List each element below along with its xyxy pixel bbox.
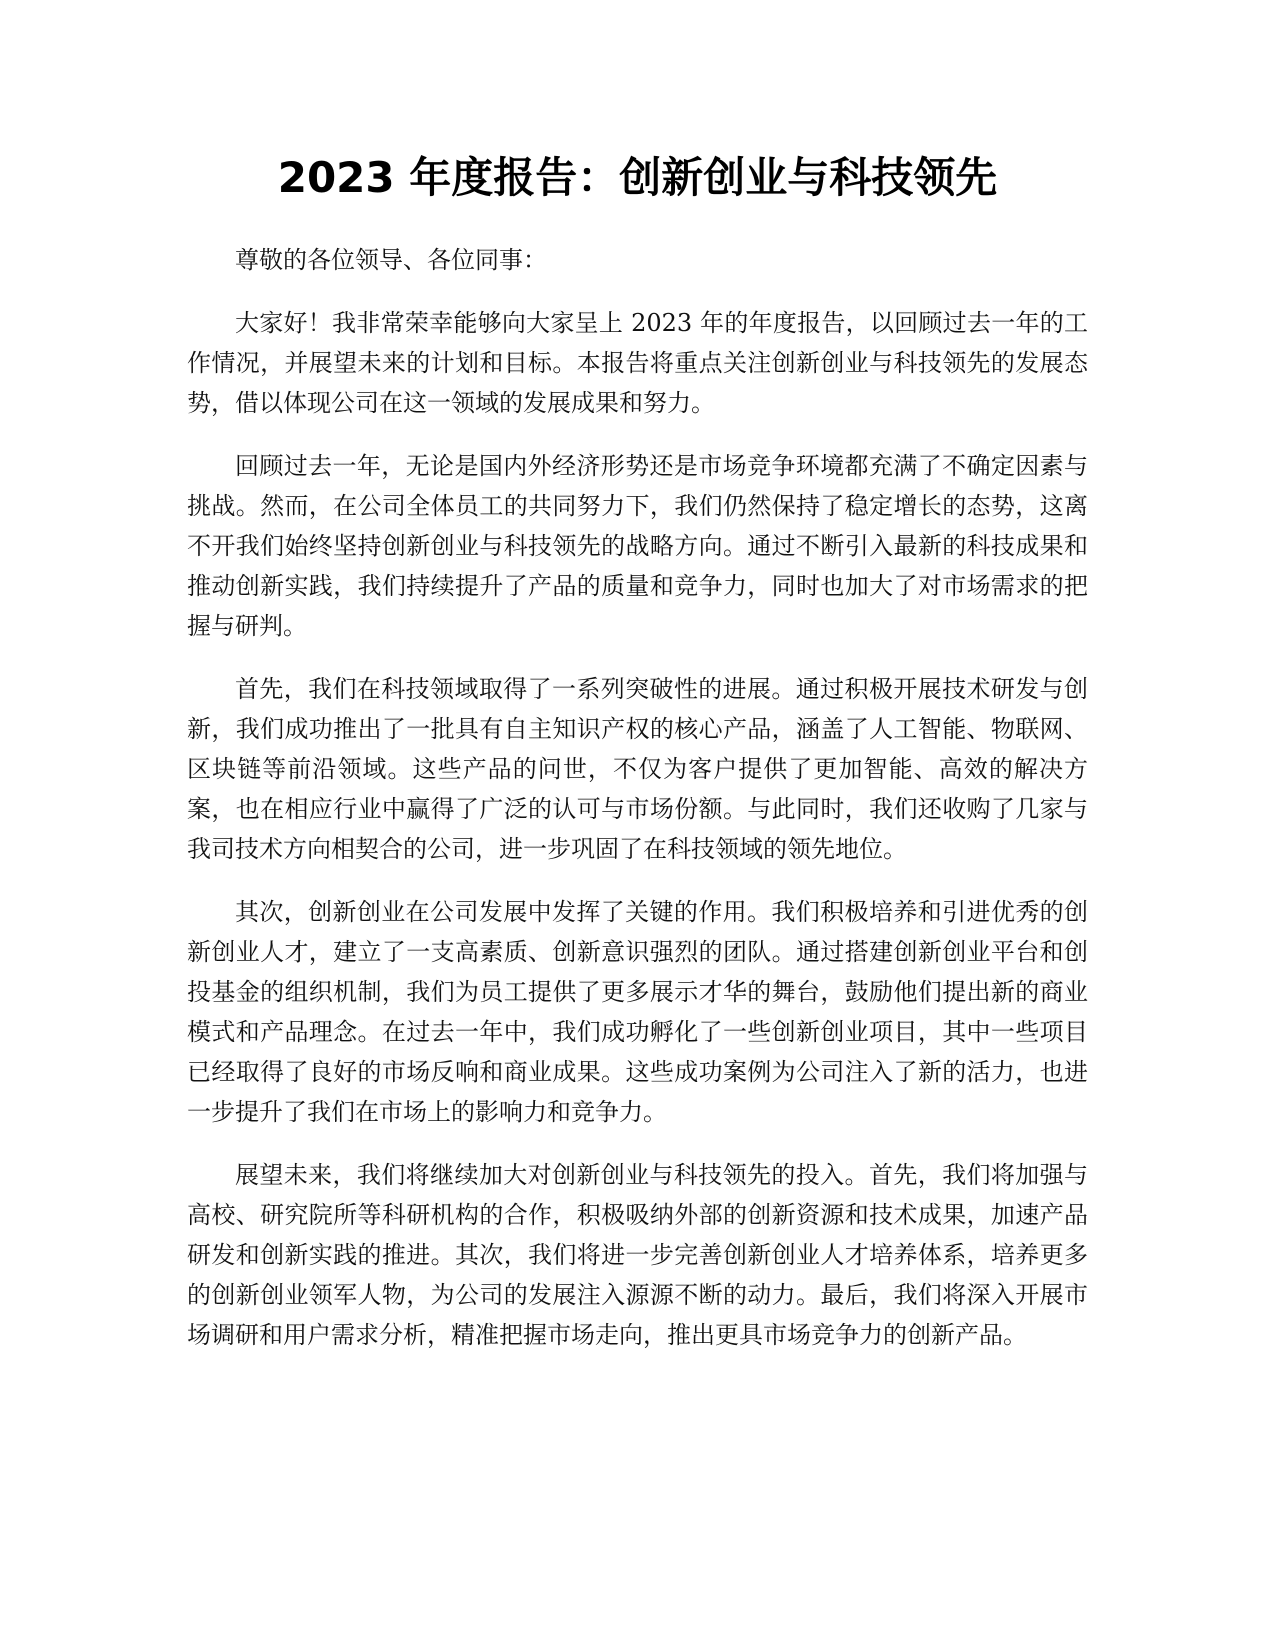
- paragraph-intro: 大家好！我非常荣幸能够向大家呈上 2023 年的年度报告，以回顾过去一年的工作情况，并展望未来的计划和目标。本报告将重点关注创新创业与科技领先的发展态势，借以体现公司在这一领域的发展成果和努力。: [187, 309, 1088, 417]
- salutation: 尊敬的各位领导、各位同事：: [235, 246, 547, 274]
- document-title: 2023 年度报告：创新创业与科技领先: [277, 153, 998, 202]
- paragraph-technology: 首先，我们在科技领域取得了一系列突破性的进展。通过积极开展技术研发与创新，我们成功推出了一批具有自主知识产权的核心产品，涵盖了人工智能、物联网、区块链等前沿领域。这些产品的问世，不仅为客户提供了更加智能、高效的解决方案，也在相应行业中赢得了广泛的认可与市场份额。与此同时，我们还收购了几家与我司技术方向相契合的公司，进一步巩固了在科技领域的领先地位。: [187, 675, 1088, 863]
- paragraph-entrepreneurship: 其次，创新创业在公司发展中发挥了关键的作用。我们积极培养和引进优秀的创新创业人才，建立了一支高素质、创新意识强烈的团队。通过搭建创新创业平台和创投基金的组织机制，我们为员工提供了更多展示才华的舞台，鼓励他们提出新的商业模式和产品理念。在过去一年中，我们成功孵化了一些创新创业项目，其中一些项目已经取得了良好的市场反响和商业成果。这些成功案例为公司注入了新的活力，也进一步提升了我们在市场上的影响力和竞争力。: [187, 898, 1088, 1126]
- paragraph-review: 回顾过去一年，无论是国内外经济形势还是市场竞争环境都充满了不确定因素与挑战。然而，在公司全体员工的共同努力下，我们仍然保持了稳定增长的态势，这离不开我们始终坚持创新创业与科技领先的战略方向。通过不断引入最新的科技成果和推动创新实践，我们持续提升了产品的质量和竞争力，同时也加大了对市场需求的把握与研判。: [187, 452, 1088, 640]
- document-body: [187, 240, 1088, 1378]
- paragraph-outlook: 展望未来，我们将继续加大对创新创业与科技领先的投入。首先，我们将加强与高校、研究院所等科研机构的合作，积极吸纳外部的创新资源和技术成果，加速产品研发和创新实践的推进。其次，我们将进一步完善创新创业人才培养体系，培养更多的创新创业领军人物，为公司的发展注入源源不断的动力。最后，我们将深入开展市场调研和用户需求分析，精准把握市场走向，推出更具市场竞争力的创新产品。: [187, 1161, 1088, 1349]
